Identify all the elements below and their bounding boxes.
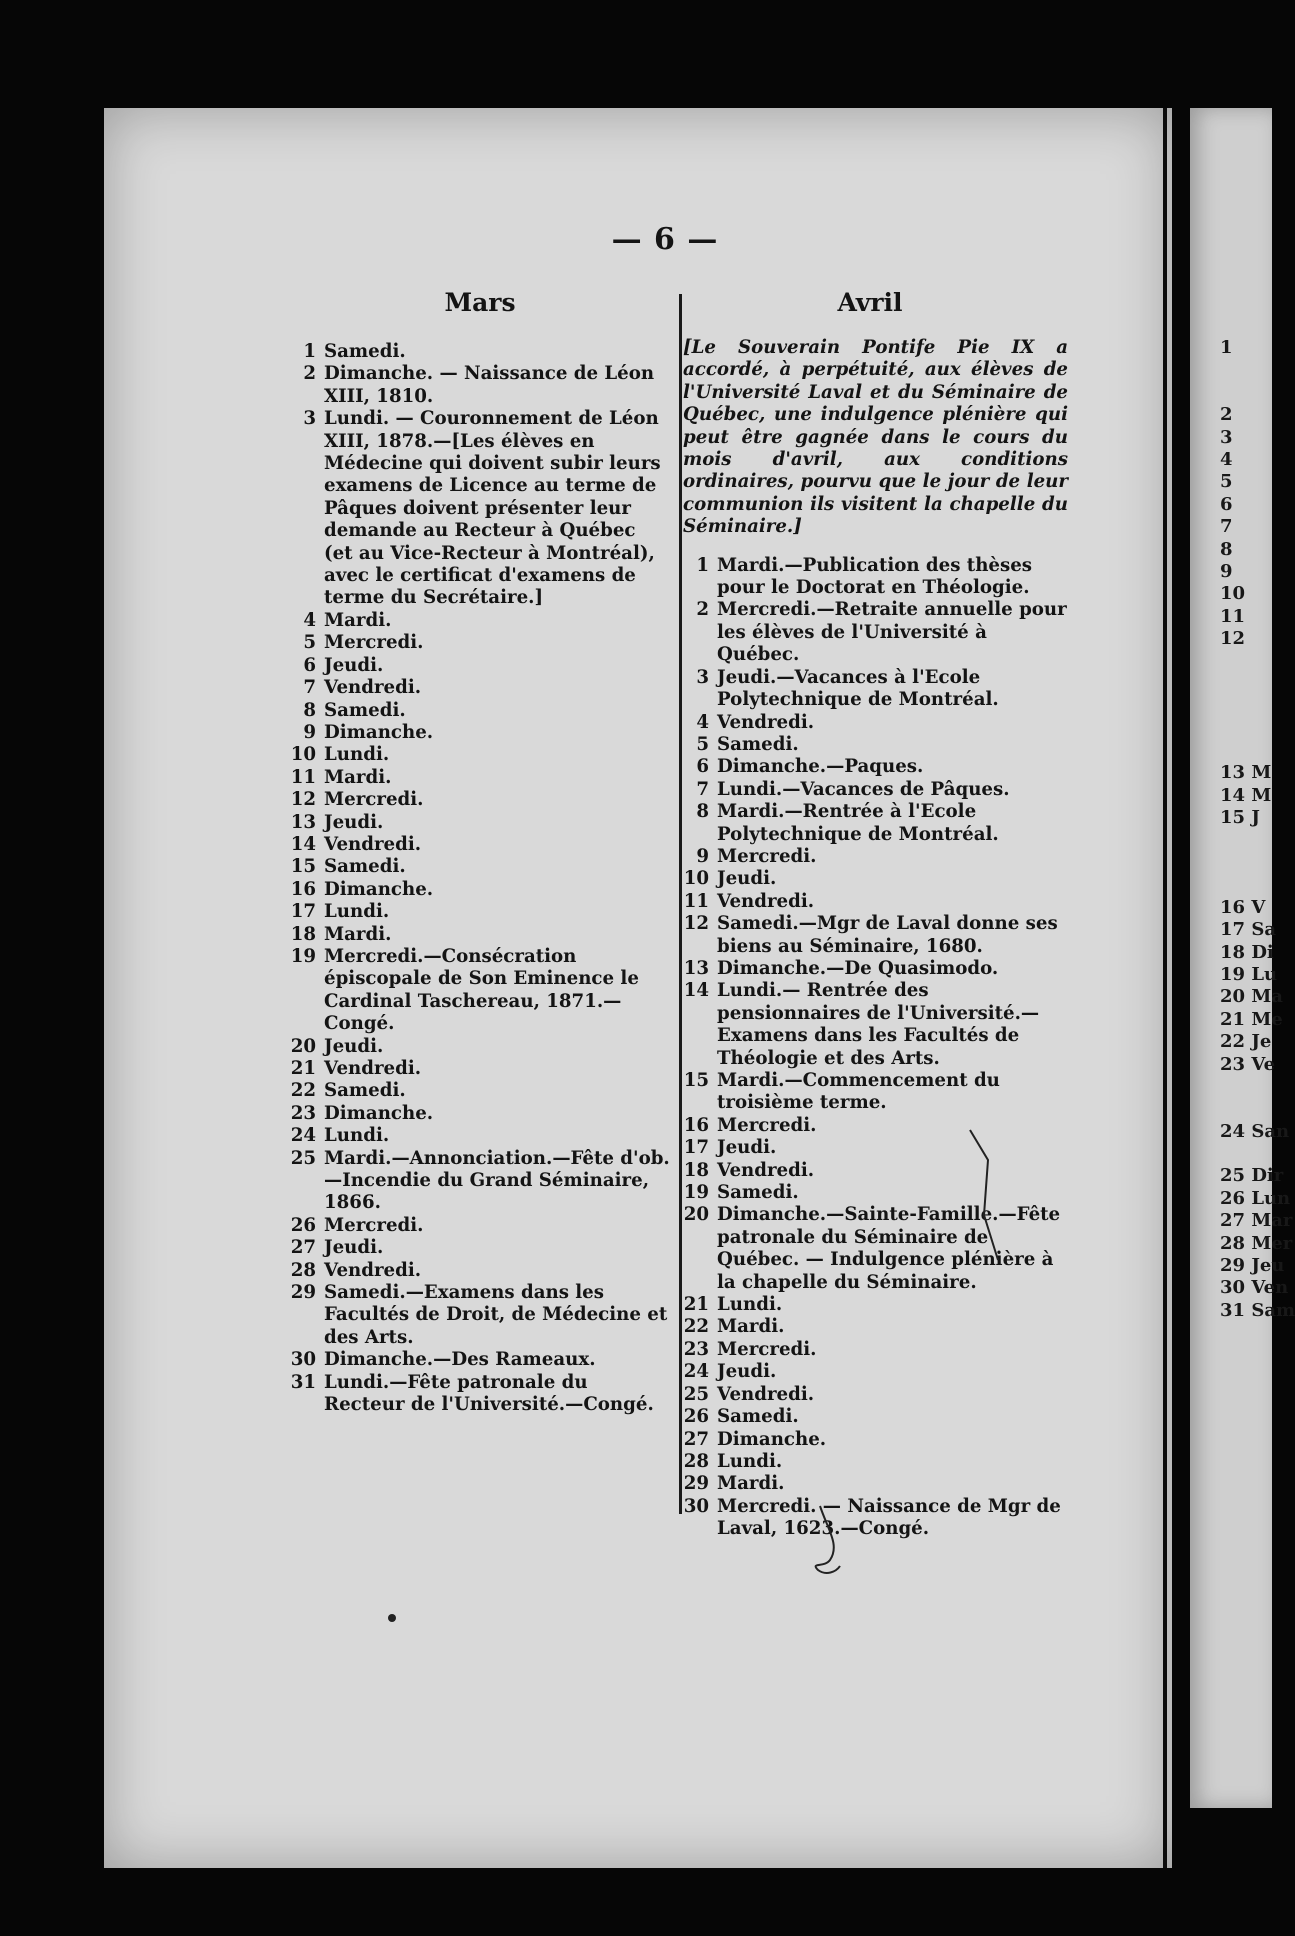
calendar-entry [683,980,1068,1070]
day-number: 13 [683,957,709,979]
calendar-entry [683,1496,1068,1541]
day-number: 19 [290,945,316,967]
day-number: 20 [290,1035,316,1057]
day-text: Mardi.—Rentrée à l'Ecole Polytechnique de Montréal. [717,801,999,845]
day-text: Lundi. [717,1294,783,1316]
calendar-entry [290,1260,670,1282]
calendar-entry [683,846,1068,868]
day-text: Jeudi. [717,1361,777,1383]
day-text: Samedi.—Mgr de Laval donne ses biens au Séminaire, 1680. [717,913,1058,957]
day-number: 16 [683,1114,709,1136]
day-number: 15 [290,856,316,878]
day-number: 8 [303,699,316,721]
day-number: 14 [683,980,709,1002]
day-text: Lundi.—Fête patronale du Recteur de l'Université.—Congé. [324,1371,654,1416]
day-text: Jeudi. [324,1035,384,1057]
facing-page-line [1220,695,1272,717]
day-number: 21 [290,1058,316,1079]
calendar-entry [683,1384,1068,1406]
facing-page-line [1220,1143,1272,1165]
facing-page-line: 16 V [1220,896,1266,918]
day-text: Vendredi. [324,1058,422,1079]
day-number: 10 [683,868,709,890]
day-number: 1 [696,554,709,576]
day-text: Mercredi. [717,1114,817,1136]
facing-page-line: 5 [1220,471,1233,493]
month-title-avril: Avril [837,288,903,317]
month-title-mars: Mars [444,288,516,317]
day-number: 10 [290,744,316,766]
avril-intro: [Le Souverain Pontife Pie IX a accordé, à perpétuité, aux élèves de l'Université Laval et du Séminaire de Québec, une indulgence plénière qui peut être gagnée dans le cours du mois d'avril, aux conditions ordinaires, pourvu que le jour de leur communion ils visitent la chapelle du Séminaire.] [683,337,1068,538]
day-text: Mercredi. [717,845,817,867]
facing-page-line: 14 M [1220,784,1272,806]
facing-page-line: 30 Ven [1220,1277,1289,1299]
day-text: Mercredi.—Consécration épiscopale de Son Eminence le Cardinal Taschereau, 1871.—Congé. [324,945,639,1035]
day-number: 3 [696,666,709,688]
day-text: Mercredi. — Naissance de Mgr de Laval, 1623.—Congé. [717,1495,1061,1540]
facing-page-line: 10 [1220,583,1246,605]
calendar-entry [683,801,1068,846]
calendar-entry [683,1361,1068,1383]
facing-page-line: 7 [1220,516,1233,538]
day-number: 4 [303,609,316,631]
day-number: 13 [290,811,316,833]
facing-page-line [1220,359,1272,381]
facing-page-line [1220,740,1272,762]
facing-page-line: 22 Je [1220,1031,1272,1053]
day-text: Lundi. [324,1125,390,1147]
calendar-entry [290,767,670,789]
day-text: Mercredi. [717,1338,817,1360]
calendar-entry [683,734,1068,756]
day-text: Mercredi. [324,1214,424,1236]
calendar-entry [290,789,670,811]
day-text: Jeudi.—Vacances à l'Ecole Polytechnique de Montréal. [717,666,999,711]
calendar-entry [290,408,670,610]
day-number: 14 [290,833,316,855]
mars-column [290,341,670,1417]
ink-speck [388,1614,396,1622]
calendar-entry [683,1339,1068,1361]
facing-page-line: 3 [1220,426,1233,448]
day-number: 23 [290,1102,316,1124]
facing-page-line [1220,1098,1272,1120]
facing-page-line: 28 Mer [1220,1232,1293,1254]
calendar-entry [290,856,670,878]
day-text: Samedi.—Examens dans les Facultés de Droit, de Médecine et des Arts. [324,1282,668,1348]
day-text: Dimanche.—Paques. [717,756,924,778]
day-number: 31 [290,1371,316,1393]
calendar-entry [683,599,1068,666]
avril-entries [683,555,1068,1541]
calendar-entry [290,946,670,1036]
facing-page-line [1220,673,1272,695]
calendar-entry [290,1349,670,1371]
day-number: 27 [290,1237,316,1259]
facing-page-line [1220,852,1272,874]
day-number: 9 [303,721,316,743]
day-text: Jeudi. [324,1237,384,1259]
day-text: Mardi. [324,609,392,631]
day-text: Dimanche.—De Quasimodo. [717,957,999,979]
facing-page-line [1220,874,1272,896]
day-text: Mardi. [324,923,392,945]
calendar-entry [290,1237,670,1259]
day-text: Samedi. [324,1080,406,1102]
day-text: Mardi. [717,1316,785,1338]
calendar-entry [290,363,670,408]
facing-page-line [1220,718,1272,740]
calendar-entry [290,1282,670,1349]
calendar-entry [683,756,1068,778]
column-divider [679,294,682,1514]
day-text: Lundi.—Vacances de Pâques. [717,778,1010,800]
day-text: Jeudi. [324,654,384,676]
day-text: Lundi. — Couronnement de Léon XIII, 1878.—[Les élèves en Médecine qui doivent subir leurs examens de Licence au terme de Pâques doivent présenter leur demande au Recteur à Québec (et au Vice-Recteur à Montréal), avec le certificat d'examens de terme du Secrétaire.] [324,408,661,609]
facing-page-line: 27 Mar [1220,1210,1293,1232]
calendar-entry [290,1080,670,1102]
day-number: 6 [303,654,316,676]
calendar-entry [290,700,670,722]
day-number: 15 [683,1070,709,1091]
day-number: 26 [290,1214,316,1236]
day-number: 18 [683,1159,709,1181]
facing-page-line [1220,382,1272,404]
calendar-entry [290,1215,670,1237]
day-number: 28 [290,1259,316,1281]
day-text: Dimanche. [324,1102,434,1124]
day-number: 23 [683,1338,709,1360]
calendar-entry [290,1036,670,1058]
calendar-entry [290,610,670,632]
facing-page-line: 31 Sam [1220,1299,1295,1321]
day-text: Lundi. [717,1450,783,1472]
calendar-entry [683,913,1068,958]
page-number: — 6 — [611,222,719,257]
calendar-entry [683,1406,1068,1428]
handwritten-bracket-mark [940,1120,1020,1270]
calendar-entry [683,667,1068,712]
day-text: Dimanche. [717,1428,827,1450]
facing-page-line: 15 J [1220,807,1260,829]
day-text: Vendredi. [717,890,815,912]
day-text: Samedi. [717,733,799,755]
day-text: Vendredi. [324,677,422,699]
day-number: 4 [696,711,709,733]
calendar-entry [290,1372,670,1417]
day-text: Jeudi. [324,811,384,833]
avril-column [683,337,1068,1541]
day-number: 26 [683,1406,709,1428]
day-text: Mardi.—Publication des thèses pour le Doctorat en Théologie. [717,554,1033,599]
day-text: Vendredi. [324,1259,422,1281]
day-number: 24 [683,1361,709,1383]
day-text: Jeudi. [717,868,777,890]
day-number: 12 [683,913,709,935]
day-number: 17 [290,901,316,923]
facing-page-line: 4 [1220,448,1233,470]
calendar-entry [683,1429,1068,1451]
handwritten-squiggle-mark [800,1500,860,1580]
day-text: Dimanche. — Naissance de Léon XIII, 1810. [324,363,655,407]
calendar-entry [683,779,1068,801]
calendar-entry [290,879,670,901]
day-number: 11 [290,766,316,788]
day-text: Lundi. [324,744,390,766]
day-number: 22 [290,1080,316,1102]
calendar-entry [290,834,670,856]
day-number: 18 [290,923,316,945]
day-text: Samedi. [324,341,406,362]
facing-page-fragments [1220,337,1295,1322]
day-text: Mercredi. [324,632,424,654]
day-number: 20 [683,1204,709,1226]
day-number: 28 [683,1450,709,1472]
facing-page-line: 29 Jeu [1220,1255,1285,1277]
day-number: 8 [696,801,709,823]
day-number: 21 [683,1294,709,1316]
calendar-entry [683,891,1068,913]
calendar-entry [290,1058,670,1080]
day-text: Jeudi. [717,1137,777,1159]
day-number: 30 [290,1349,316,1371]
day-text: Mardi.—Annonciation.—Fête d'ob. —Incendie du Grand Séminaire, 1866. [324,1147,670,1214]
spacer [683,539,1068,555]
day-number: 29 [683,1473,709,1495]
day-text: Vendredi. [324,833,422,855]
day-number: 5 [303,632,316,654]
calendar-entry [683,712,1068,734]
day-text: Samedi. [324,856,406,878]
facing-page-line: 1 [1220,337,1233,358]
day-text: Mardi. [717,1473,785,1495]
day-number: 24 [290,1125,316,1147]
day-text: Samedi. [717,1182,799,1204]
calendar-entry [290,1125,670,1147]
day-number: 16 [290,878,316,900]
day-number: 3 [303,408,316,430]
day-number: 2 [303,363,316,385]
day-number: 29 [290,1282,316,1304]
calendar-entry [290,632,670,654]
day-number: 11 [683,890,709,912]
day-number: 27 [683,1428,709,1450]
calendar-entry [683,555,1068,600]
day-text: Mercredi.—Retraite annuelle pour les élèves de l'Université à Québec. [717,599,1067,666]
day-text: Mardi. [324,766,392,788]
day-number: 12 [290,789,316,811]
calendar-entry [290,722,670,744]
facing-page-line [1220,830,1272,852]
day-number: 25 [290,1147,316,1169]
facing-page-line: 11 [1220,605,1246,627]
facing-page-line: 2 [1220,404,1233,426]
mars-entries [290,341,670,1417]
calendar-entry [290,677,670,699]
day-number: 25 [683,1383,709,1405]
facing-page-line: 17 Sa [1220,919,1276,941]
day-number: 5 [696,733,709,755]
day-text: Dimanche. [324,721,434,743]
calendar-entry [683,1473,1068,1495]
facing-page-line: 25 Dir [1220,1165,1284,1187]
day-text: Mardi.—Commencement du troisième terme. [717,1070,1000,1114]
calendar-entry [290,744,670,766]
calendar-entry [290,924,670,946]
calendar-entry [683,1451,1068,1473]
calendar-entry [683,1070,1068,1115]
day-number: 22 [683,1316,709,1338]
day-text: Samedi. [324,699,406,721]
day-number: 1 [303,341,316,362]
facing-page-line: 12 [1220,628,1246,650]
day-number: 2 [696,599,709,621]
calendar-entry [290,1103,670,1125]
calendar-entry [290,901,670,923]
facing-page-line [1220,650,1272,672]
day-number: 7 [696,778,709,800]
facing-page-line: 6 [1220,493,1233,515]
calendar-entry [290,1148,670,1215]
day-number: 30 [683,1495,709,1517]
facing-page-line [1220,1076,1272,1098]
calendar-entry [683,868,1068,890]
day-text: Vendredi. [717,1383,815,1405]
day-number: 19 [683,1182,709,1204]
facing-page-line: 19 Lu [1220,963,1278,985]
day-text: Lundi. [324,901,390,923]
calendar-entry [290,812,670,834]
day-number: 7 [303,677,316,699]
day-number: 17 [683,1137,709,1159]
day-text: Vendredi. [717,1159,815,1181]
day-text: Lundi.— Rentrée des pensionnaires de l'Université.—Examens dans les Facultés de Théologie et des Arts. [717,980,1040,1069]
day-text: Dimanche.—Sainte-Famille.—Fête patronale du Séminaire de Québec. — Indulgence plénière à la chapelle du Séminaire. [717,1204,1061,1293]
gutter-line [1163,108,1167,1868]
day-text: Dimanche. [324,878,434,900]
facing-page-line: 8 [1220,538,1233,560]
facing-page-line: 13 M [1220,762,1272,784]
day-text: Mercredi. [324,789,424,811]
calendar-entry [683,1316,1068,1338]
facing-page-line: 24 San [1220,1120,1290,1142]
day-text: Dimanche.—Des Rameaux. [324,1349,596,1371]
facing-page-line: 23 Ve [1220,1053,1276,1075]
calendar-entry [290,655,670,677]
day-text: Samedi. [717,1406,799,1428]
calendar-entry [683,1294,1068,1316]
calendar-entry [683,958,1068,980]
facing-page-line: 18 Di [1220,941,1274,963]
facing-page-line: 20 Ma [1220,986,1283,1008]
facing-page-line: 21 Me [1220,1008,1283,1030]
facing-page-line: 26 Lun [1220,1187,1291,1209]
calendar-entry [290,341,670,363]
day-number: 9 [696,845,709,867]
facing-page-line: 9 [1220,560,1233,582]
day-text: Vendredi. [717,711,815,733]
day-number: 6 [696,756,709,778]
